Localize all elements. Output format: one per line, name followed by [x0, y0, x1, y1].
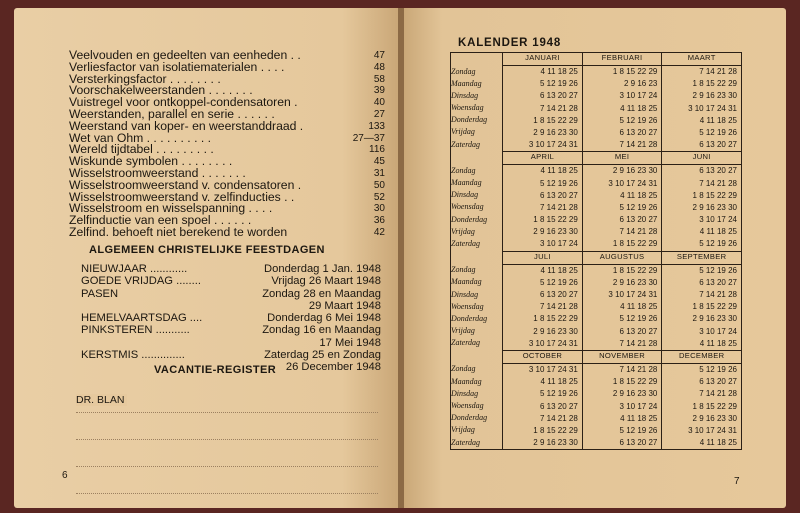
feast-heading: ALGEMEEN CHRISTELIJKE FEESTDAGEN	[89, 244, 325, 256]
month-dates-row: 3 10 17 24 31	[688, 425, 737, 435]
index-entry	[69, 224, 385, 239]
feast-name: PINKSTEREN ...........	[81, 324, 190, 337]
month-dates-row: 3 10 17 24	[619, 401, 658, 411]
index-entry-title: Voorschakelweerstanden . . . . . . .	[69, 83, 253, 98]
weekday-label: Donderdag	[451, 313, 488, 323]
index-entry-title: Veelvouden en gedeelten van eenheden . .	[69, 48, 301, 62]
weekday-label: Maandag	[451, 376, 482, 386]
month-name: OCTOBER	[503, 350, 583, 363]
index-entry-page: 58	[373, 73, 385, 85]
month-dates-row: 7 14 21 28	[699, 67, 737, 76]
feast-date-extra: 26 December 1948	[285, 361, 381, 374]
index-entry-title: Weerstand van koper- en weerstanddraad .	[69, 118, 304, 133]
month-dates-row: 1 8 15 22 29	[612, 239, 658, 249]
month-dates-row: 3 10 17 24 31	[608, 290, 658, 299]
feast-date: Zaterdag 25 en Zondag	[264, 349, 381, 362]
month-dates-row: 5 12 19 26	[619, 202, 658, 212]
month-dates-row: 4 11 18 25	[699, 227, 737, 237]
month-dates-row: 3 10 17 24 31	[528, 338, 578, 348]
month-dates-row: 1 8 15 22 29	[533, 115, 578, 125]
weekday-label: Dinsdag	[451, 90, 479, 100]
month-dates-row: 6 13 20 27	[699, 277, 737, 287]
feast-date: Zondag 16 en Maandag	[262, 324, 381, 337]
month-dates-row: 5 12 19 26	[619, 314, 658, 324]
weekday-label: Donderdag	[451, 413, 488, 423]
index-entry-page: 30	[373, 203, 385, 215]
month-dates-row: 4 11 18 25	[540, 67, 578, 76]
feast-row	[81, 263, 381, 275]
month-dates-row: 1 8 15 22 29	[692, 79, 737, 89]
month-dates-row: 2 9 16 23 30	[692, 314, 737, 324]
month-dates-row: 6 13 20 27	[539, 290, 578, 299]
index-entry-title: Verliesfactor van isolatiematerialen . . . .	[69, 59, 285, 74]
weekday-label: Dinsdag	[451, 289, 479, 299]
month-dates-row: 6 13 20 27	[539, 190, 578, 200]
month-dates-row: 7 14 21 28	[539, 202, 578, 212]
index-entry-page: 52	[373, 191, 385, 203]
weekday-label: Vrijdag	[451, 425, 475, 435]
weekday-label: Woensdag	[451, 202, 484, 212]
page-number-left: 6	[62, 470, 68, 481]
weekday-label: Donderdag	[451, 115, 488, 125]
weekday-label: Zondag	[451, 165, 476, 175]
feast-name: NIEUWJAAR ............	[81, 263, 188, 275]
month-name: JULI	[503, 251, 583, 264]
index-entry-title: Versterkingsfactor . . . . . . . .	[69, 71, 221, 86]
index-entry-page: 40	[373, 97, 385, 109]
month-dates-row: 6 13 20 27	[539, 91, 578, 101]
weekday-label: Zondag	[451, 66, 476, 76]
month-dates-row: 1 8 15 22 29	[692, 401, 737, 411]
month-dates-row: 4 11 18 25	[620, 190, 658, 200]
month-dates-row: 5 12 19 26	[699, 127, 737, 137]
month-dates-row: 2 9 16 23 30	[612, 166, 658, 176]
feast-name: GOEDE VRIJDAG ........	[81, 275, 201, 288]
month-name: NOVEMBER	[582, 350, 662, 363]
feast-date: Vrijdag 26 Maart 1948	[271, 275, 381, 288]
weekday-label: Vrijdag	[451, 127, 475, 137]
index-entry-page: 42	[373, 226, 385, 238]
month-dates-row: 3 10 17 24 31	[528, 140, 578, 150]
vacation-line[interactable]	[76, 413, 378, 440]
page-number-right: 7	[734, 476, 740, 487]
feast-date: Zondag 28 en Maandag	[262, 287, 381, 300]
index-entry-title: Zelfind. behoeft niet berekend te worden	[69, 224, 288, 239]
month-dates-row: 4 11 18 25	[540, 265, 578, 275]
index-entry-page: 116	[369, 144, 385, 156]
month-dates-row: 3 10 17 24 31	[688, 103, 737, 113]
month-dates-row: 7 14 21 28	[619, 338, 658, 348]
index-entry-title: Vuistregel voor ontkoppel-condensatoren .	[69, 95, 298, 110]
weekday-label: Zondag	[451, 265, 476, 275]
month-dates-row: 2 9 16 23 30	[692, 413, 737, 423]
index-entry-page: 39	[373, 85, 385, 97]
month-dates-row: 7 14 21 28	[699, 389, 737, 399]
month-dates-row: 5 12 19 26	[699, 239, 737, 249]
month-dates-row: 6 13 20 27	[619, 326, 658, 336]
month-name: FEBRUARI	[582, 53, 662, 66]
weekday-label: Vrijdag	[451, 326, 475, 336]
index-entry-page: 27	[373, 108, 385, 120]
month-dates-row: 4 11 18 25	[540, 377, 578, 387]
month-dates-row: 5 12 19 26	[539, 79, 578, 89]
index-entry-title: Wiskunde symbolen . . . . . . . .	[69, 154, 233, 169]
month-name: JANUARI	[503, 53, 583, 66]
index-entry-page: 50	[373, 179, 385, 191]
month-name: AUGUSTUS	[582, 251, 662, 264]
month-dates-row: 2 9 16 23 30	[692, 202, 737, 212]
weekday-label: Woensdag	[451, 301, 484, 311]
index-entry-page: 36	[373, 215, 385, 227]
month-dates-row: 2 9 16 23 30	[692, 91, 737, 101]
weekday-label: Donderdag	[451, 214, 488, 224]
feast-row	[81, 275, 381, 287]
month-dates-row: 4 11 18 25	[699, 438, 737, 448]
month-dates-row: 5 12 19 26	[539, 389, 578, 399]
feast-name: HEMELVAARTSDAG ....	[81, 312, 203, 325]
vacation-line[interactable]	[76, 386, 378, 413]
index-entry-title: Weerstanden, parallel en serie . . . . . .	[69, 106, 275, 121]
month-dates-row: 5 12 19 26	[699, 364, 737, 374]
month-dates-row: 2 9 16 23 30	[533, 127, 578, 137]
index-entry-page: 133	[368, 120, 385, 132]
month-dates-row: 6 13 20 27	[619, 127, 658, 137]
month-dates-row: 6 13 20 27	[699, 166, 737, 176]
weekday-label: Zaterdag	[451, 139, 481, 149]
month-dates-row: 4 11 18 25	[699, 115, 737, 125]
weekday-label: Zaterdag	[451, 338, 481, 348]
feast-name: KERSTMIS ..............	[81, 349, 185, 362]
weekday-label: Woensdag	[451, 103, 484, 113]
month-dates-row: 1 8 15 22 29	[692, 190, 737, 200]
month-dates-row: 6 13 20 27	[619, 438, 658, 448]
month-dates-row: 5 12 19 26	[539, 277, 578, 287]
month-dates-row: 2 9 16 23 30	[533, 438, 578, 448]
month-name: DECEMBER	[662, 350, 742, 363]
month-dates-row: 5 12 19 26	[699, 265, 737, 275]
month-name: MAART	[662, 53, 742, 66]
month-dates-row: 1 8 15 22 29	[612, 265, 658, 275]
month-dates-row: 3 10 17 24	[699, 215, 737, 225]
vacation-register	[76, 386, 378, 494]
month-name: SEPTEMBER	[662, 251, 742, 264]
month-dates-row: 3 10 17 24 31	[528, 364, 578, 374]
index-entry-title: Wisselstroomweerstand v. condensatoren .	[69, 177, 302, 192]
month-dates-row: 4 11 18 25	[620, 413, 658, 423]
left-page	[14, 8, 400, 508]
month-name: JUNI	[662, 152, 742, 165]
index-list	[69, 50, 385, 239]
right-page	[404, 8, 786, 508]
month-dates-row: 4 11 18 25	[699, 338, 737, 348]
month-dates-row: 2 9 16 23	[623, 79, 658, 89]
month-dates-row: 4 11 18 25	[620, 103, 658, 113]
month-dates-row: 1 8 15 22 29	[612, 67, 658, 76]
index-entry-title: Zelfinductie van een spoel . . . . . .	[69, 213, 252, 228]
calendar-table	[450, 52, 742, 450]
index-entry-page: 47	[373, 50, 385, 61]
weekday-label: Dinsdag	[451, 190, 479, 200]
weekday-label: Dinsdag	[451, 388, 479, 398]
index-entry-page: 27—37	[352, 132, 385, 144]
month-dates-row: 5 12 19 26	[619, 115, 658, 125]
weekday-label: Zondag	[451, 364, 476, 374]
month-dates-row: 2 9 16 23 30	[612, 277, 658, 287]
feast-date-extra: 17 Mei 1948	[319, 336, 381, 349]
month-dates-row: 1 8 15 22 29	[533, 314, 578, 324]
month-dates-row: 3 10 17 24	[539, 239, 578, 249]
weekday-label: Vrijdag	[451, 226, 475, 236]
index-entry-title: Wisselstroom en wisselspanning . . . .	[69, 201, 273, 216]
month-dates-row: 6 13 20 27	[619, 215, 658, 225]
index-entry-page: 31	[373, 167, 385, 179]
month-dates-row: 7 14 21 28	[539, 103, 578, 113]
vacation-entry: DR. BLAN	[76, 394, 127, 406]
index-entry-page: 45	[373, 156, 385, 168]
weekday-label: Maandag	[451, 78, 482, 88]
feast-date: Donderdag 1 Jan. 1948	[264, 263, 381, 275]
feast-date: Donderdag 6 Mei 1948	[267, 312, 381, 325]
index-entry-page: 48	[373, 61, 385, 73]
weekday-label: Zaterdag	[451, 238, 481, 248]
month-dates-row: 3 10 17 24 31	[608, 178, 658, 188]
feast-row	[81, 324, 381, 336]
month-dates-row: 6 13 20 27	[539, 401, 578, 411]
vacation-line[interactable]	[76, 467, 378, 494]
month-dates-row: 6 13 20 27	[699, 377, 737, 387]
month-dates-row: 7 14 21 28	[539, 302, 578, 312]
feast-list	[81, 263, 381, 374]
weekday-label: Woensdag	[451, 401, 484, 410]
month-dates-row: 7 14 21 28	[619, 140, 658, 150]
month-dates-row: 2 9 16 23 30	[612, 389, 658, 399]
month-dates-row: 7 14 21 28	[619, 227, 658, 237]
vacation-heading: VACANTIE-REGISTER	[154, 364, 277, 376]
feast-date-extra: 29 Maart 1948	[308, 299, 381, 312]
month-name: MEI	[582, 152, 662, 165]
feast-row	[81, 288, 381, 300]
month-dates-row: 7 14 21 28	[619, 364, 658, 374]
feast-name: PASEN	[81, 287, 119, 300]
month-dates-row: 4 11 18 25	[620, 302, 658, 312]
month-dates-row: 3 10 17 24	[619, 91, 658, 101]
weekday-label: Maandag	[451, 277, 482, 287]
month-dates-row: 2 9 16 23 30	[533, 227, 578, 237]
vacation-line[interactable]	[76, 440, 378, 467]
month-dates-row: 2 9 16 23 30	[533, 326, 578, 336]
feast-row	[81, 349, 381, 361]
index-entry-title: Wet van Ohm . . . . . . . . . .	[69, 130, 212, 145]
month-dates-row: 5 12 19 26	[539, 178, 578, 188]
month-dates-row: 7 14 21 28	[699, 178, 737, 188]
month-dates-row: 5 12 19 26	[619, 425, 658, 435]
index-entry-title: Wereld tijdtabel . . . . . . . . .	[69, 142, 214, 157]
weekday-label: Maandag	[451, 178, 482, 187]
month-name: APRIL	[503, 152, 583, 165]
month-dates-row: 7 14 21 28	[699, 290, 737, 299]
index-entry-title: Wisselstroomweerstand . . . . . . .	[69, 165, 246, 180]
feast-row	[81, 312, 381, 324]
month-dates-row: 1 8 15 22 29	[692, 302, 737, 312]
month-dates-row: 6 13 20 27	[699, 140, 737, 150]
index-entry-title: Wisselstroomweerstand v. zelfinducties . .	[69, 189, 295, 204]
month-dates-row: 3 10 17 24	[699, 326, 737, 336]
weekday-label: Zaterdag	[451, 437, 481, 447]
month-dates-row: 7 14 21 28	[539, 413, 578, 423]
month-dates-row: 1 8 15 22 29	[533, 215, 578, 225]
month-dates-row: 4 11 18 25	[540, 166, 578, 176]
calendar-title: KALENDER 1948	[458, 37, 562, 49]
month-dates-row: 1 8 15 22 29	[533, 425, 578, 435]
month-dates-row: 1 8 15 22 29	[612, 377, 658, 387]
